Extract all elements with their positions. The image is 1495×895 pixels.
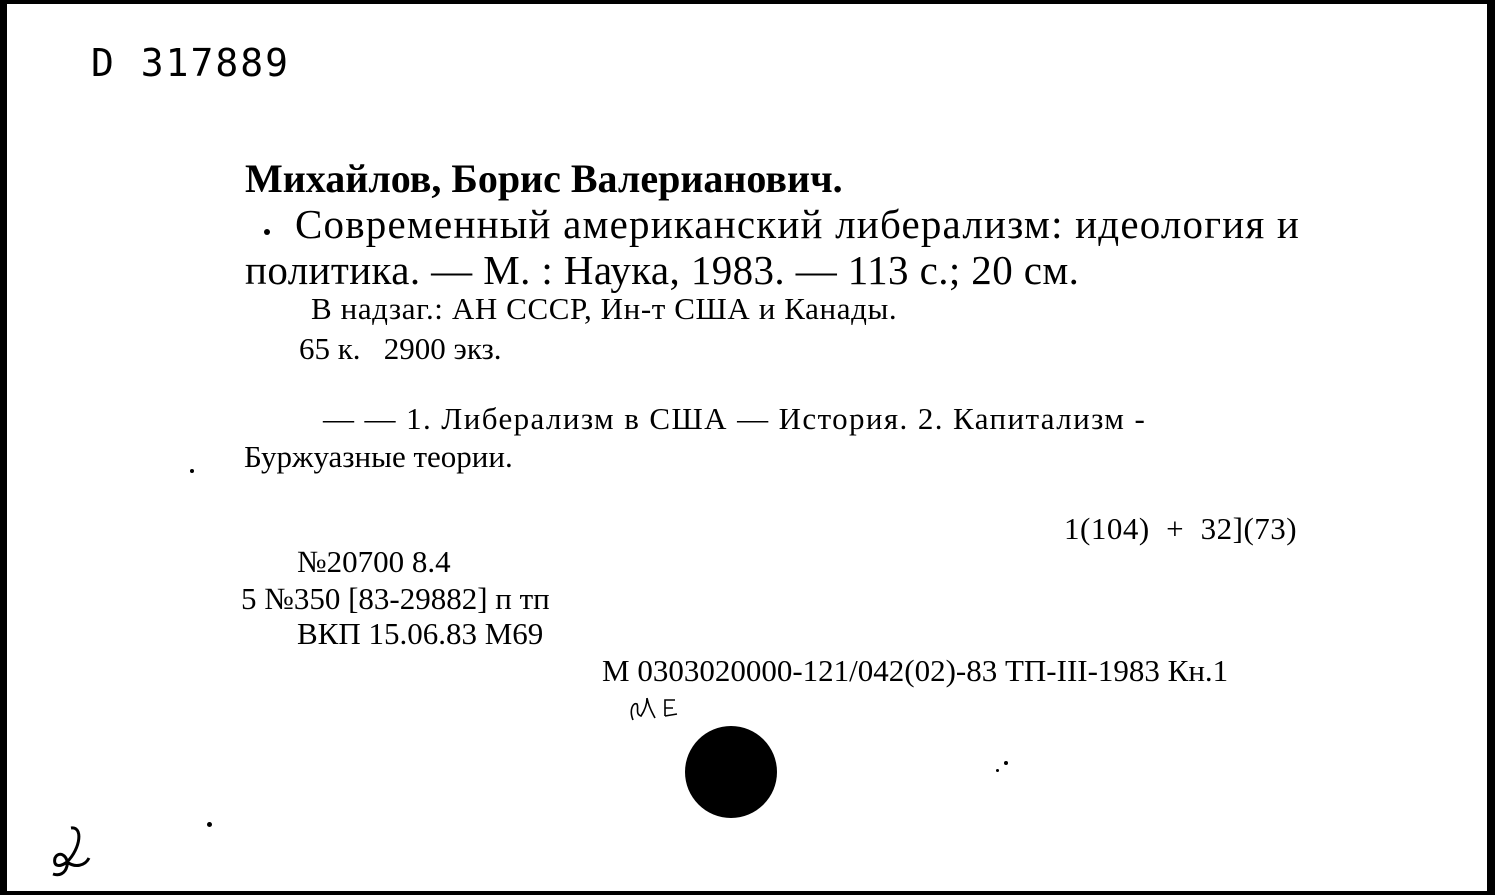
header-note: В надзаг.: АН СССР, Ин-т США и Канады. (311, 291, 898, 326)
record-line: 5 №350 [83-29882] п тп (241, 581, 550, 616)
classification-index: 1(104) + 32](73) (1064, 511, 1298, 546)
price-and-run: 65 к. 2900 экз. (299, 331, 502, 366)
handwritten-initials (625, 694, 691, 724)
bullet-dot (264, 229, 270, 235)
speck (207, 822, 212, 827)
title-line-1: Современный американский либерализм: идеология и (295, 201, 1301, 247)
vkp-line: ВКП 15.06.83 М69 (297, 616, 544, 651)
title-line-2: политика. — М. : Наука, 1983. — 113 с.; 20 см. (245, 247, 1080, 293)
subjects-line-2: Буржуазные теории. (244, 439, 513, 474)
speck (996, 769, 999, 772)
call-number: D 317889 (91, 41, 291, 85)
handwritten-corner-mark (31, 822, 95, 882)
speck (190, 469, 194, 473)
order-number: №20700 8.4 (297, 544, 451, 579)
speck (1004, 761, 1008, 765)
catalog-code: М 0303020000-121/042(02)-83 ТП-III-1983 Кн.1 (602, 653, 1229, 688)
punched-hole (685, 726, 777, 818)
subjects-line-1: — — 1. Либерализм в США — История. 2. Капитализм - (323, 401, 1147, 436)
author-heading: Михайлов, Борис Валерианович. (245, 156, 843, 201)
